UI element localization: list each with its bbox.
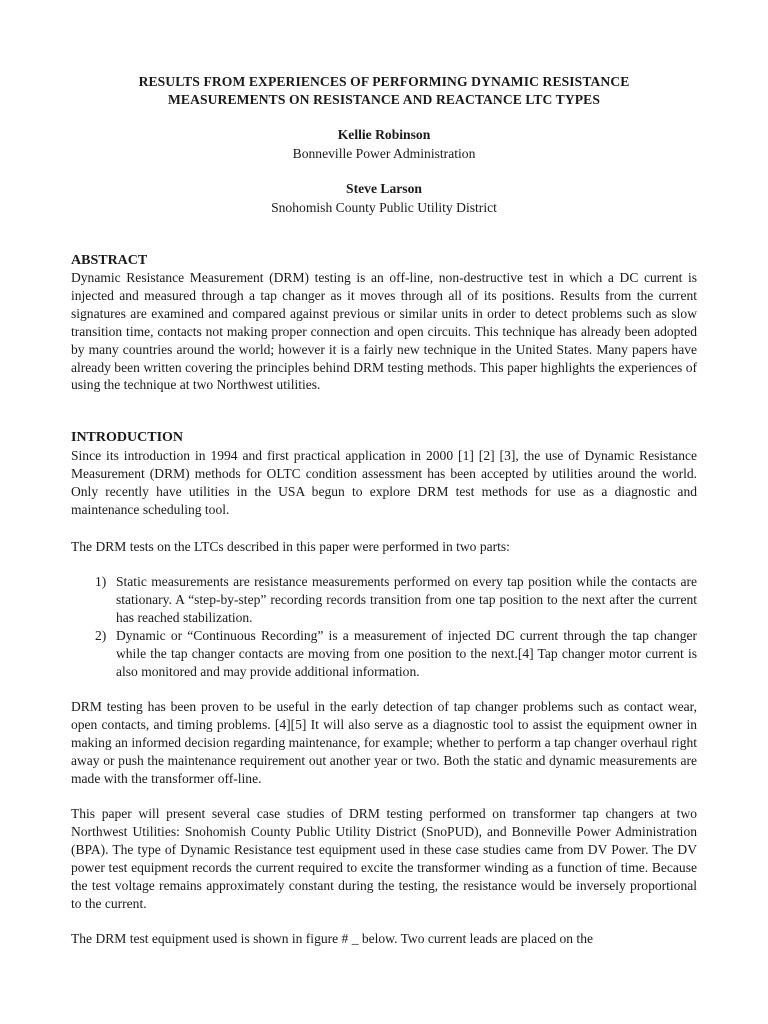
intro-paragraph-1: Since its introduction in 1994 and first practical application in 2000 [1] [2] [3], the use of Dynamic Resistance Measurement (DRM) methods for OLTC condition assessment has been accepted by utilities around the world. Only recently have utilities in the USA begun to explore DRM test methods for use as a diagnostic and maintenance scheduling tool. bbox=[71, 448, 697, 517]
author-affiliation: Bonneville Power Administration bbox=[292, 145, 476, 161]
author-2 bbox=[71, 180, 697, 217]
abstract-heading: ABSTRACT bbox=[71, 253, 148, 268]
author-affiliation: Snohomish County Public Utility District bbox=[271, 199, 497, 215]
list-number: 1) bbox=[95, 574, 107, 589]
author-name: Steve Larson bbox=[346, 181, 422, 196]
list-item bbox=[71, 573, 697, 627]
intro-paragraph-5: The DRM test equipment used is shown in figure # _ below. Two current leads are placed on the bbox=[71, 931, 593, 946]
list-text: Static measurements are resistance measurements performed on every tap position while the contacts are stationary. A “step-by-step” recording records transition from one tap position to the next after the current has reached stabilization. bbox=[116, 574, 697, 625]
list-number: 2) bbox=[95, 627, 107, 643]
abstract-text: Dynamic Resistance Measurement (DRM) testing is an off-line, non-destructive test in which a DC current is injected and measured through a tap changer as it moves through all of its positions. Results from the current signatures are examined and compared against previous or similar units in order to detect problems such as slow transition time, contacts not making proper connection and open circuits. This technique has already been adopted by many countries around the world; however it is a fairly new technique in the United States. Many papers have already been written covering the principles behind DRM testing methods. This paper highlights the experiences of using the technique at two Northwest utilities. bbox=[71, 270, 697, 393]
paper-title bbox=[71, 73, 697, 109]
list-item bbox=[71, 627, 697, 681]
test-parts-list bbox=[71, 573, 697, 680]
author-1 bbox=[71, 126, 697, 163]
list-text: Dynamic or “Continuous Recording” is a measurement of injected DC current through the tap changer while the tap changer contacts are moving from one position to the next.[4] Tap changer motor current is also monitored and may provide additional information. bbox=[116, 627, 697, 679]
author-name: Kellie Robinson bbox=[337, 127, 431, 142]
intro-paragraph-3: DRM testing has been proven to be useful in the early detection of tap changer problems such as contact wear, open contacts, and timing problems. [4][5] It will also serve as a diagnostic tool to assist the equipment owner in making an informed decision regarding maintenance, for example; whether to perform a tap changer overhaul right away or push the maintenance requirement out another year or two. Both the static and dynamic measurements are made with the transformer off-line. bbox=[71, 699, 697, 786]
title-line-2: MEASUREMENTS ON RESISTANCE AND REACTANCE LTC TYPES bbox=[167, 92, 601, 107]
intro-paragraph-2: The DRM tests on the LTCs described in this paper were performed in two parts: bbox=[71, 539, 510, 554]
intro-paragraph-4: This paper will present several case studies of DRM testing performed on transformer tap changers at two Northwest Utilities: Snohomish County Public Utility District (SnoPUD), and Bonneville Power Administration (BPA). The type of Dynamic Resistance test equipment used in these case studies came from DV Power. The DV power test equipment records the current required to excite the transformer winding as a function of time. Because the test voltage remains approximately constant during the testing, the resistance would be inversely proportional to the current. bbox=[71, 806, 697, 911]
title-line-1: RESULTS FROM EXPERIENCES OF PERFORMING DYNAMIC RESISTANCE bbox=[138, 74, 630, 89]
introduction-heading: INTRODUCTION bbox=[71, 430, 184, 445]
